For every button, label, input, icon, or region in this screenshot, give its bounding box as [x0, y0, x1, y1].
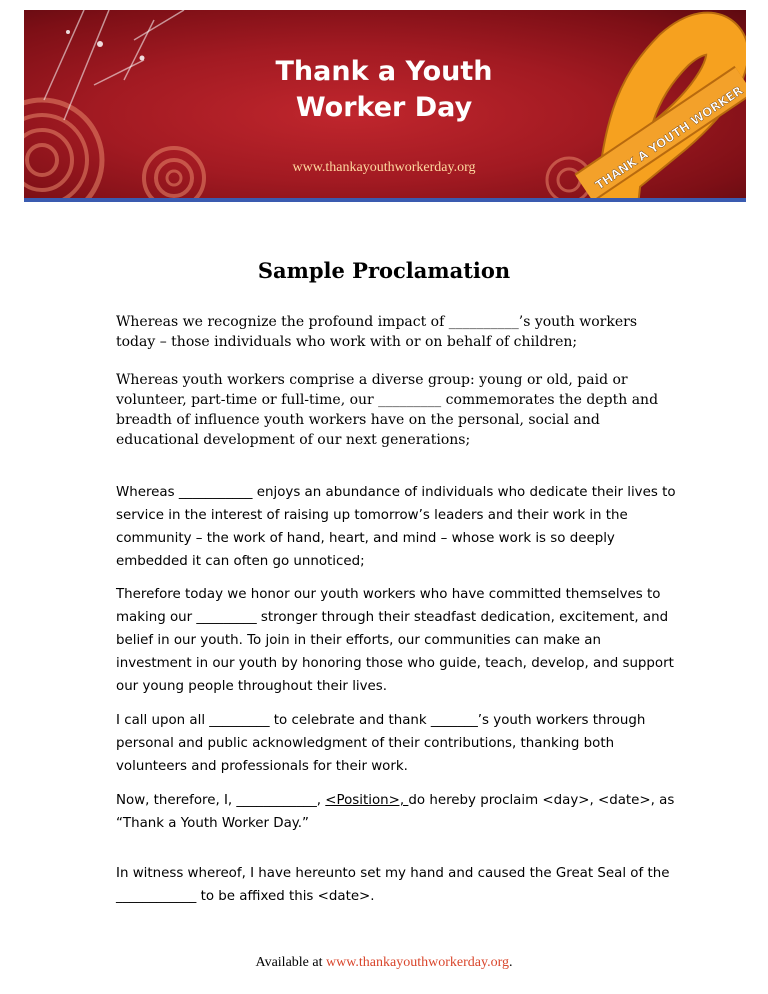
paragraph-now-therefore — [116, 789, 676, 835]
header-banner — [24, 10, 746, 200]
banner-title-line1: Thank a Youth — [275, 56, 493, 87]
paragraph-whereas-2: Whereas youth workers comprise a diverse group: young or old, paid or volunteer, part-time or full-time, our _________ commemorates the depth and breadth of influence youth workers have on the personal, social and educational development of our next generations; — [116, 372, 659, 448]
footer-prefix: Available at — [255, 955, 326, 970]
awareness-ribbon-icon — [24, 10, 746, 200]
now-therefore-end: do hereby proclaim <day>, <date>, as “Thank a Youth Worker Day.” — [116, 793, 675, 831]
paragraph-whereas-3: Whereas ___________ enjoys an abundance of individuals who dedicate their lives to service in the interest of raising up tomorrow’s leaders and their work in the community – the work of hand, heart, and mind – whose work is so deeply embedded it can often go unnoticed; — [116, 485, 676, 569]
footer-link[interactable]: www.thankayouthworkerday.org — [326, 955, 509, 970]
banner-url-link[interactable]: www.thankayouthworkerday.org — [292, 160, 476, 175]
footer — [0, 955, 768, 971]
footer-suffix: . — [509, 955, 513, 970]
page-heading: Sample Proclamation — [257, 258, 511, 283]
paragraph-therefore: Therefore today we honor our youth workers who have committed themselves to making our _________ stronger through their steadfast dedication, excitement, and belief in our youth. To join in their efforts, our communities can make an investment in our youth by honoring those who guide, teach, develop, and support our young people throughout their lives. — [116, 587, 674, 694]
banner-title-line2: Worker Day — [295, 92, 473, 123]
now-therefore-start: Now, therefore, I, ____________, — [116, 793, 326, 808]
banner-bottom-stripe — [24, 198, 746, 202]
paragraph-whereas-1: Whereas we recognize the profound impact of __________’s youth workers today – those individuals who work with or on behalf of children; — [116, 314, 638, 350]
ribbon-text: THANK A YOUTH WORKER — [592, 83, 746, 193]
paragraph-witness: In witness whereof, I have hereunto set my hand and caused the Great Seal of the ____________ to be affixed this <date>. — [116, 866, 670, 904]
paragraph-call-upon: I call upon all _________ to celebrate and thank _______’s youth workers through personal and public acknowledgment of their contributions, thanking both volunteers and professionals for their work. — [116, 713, 646, 774]
position-placeholder: <Position>, — [325, 793, 409, 808]
